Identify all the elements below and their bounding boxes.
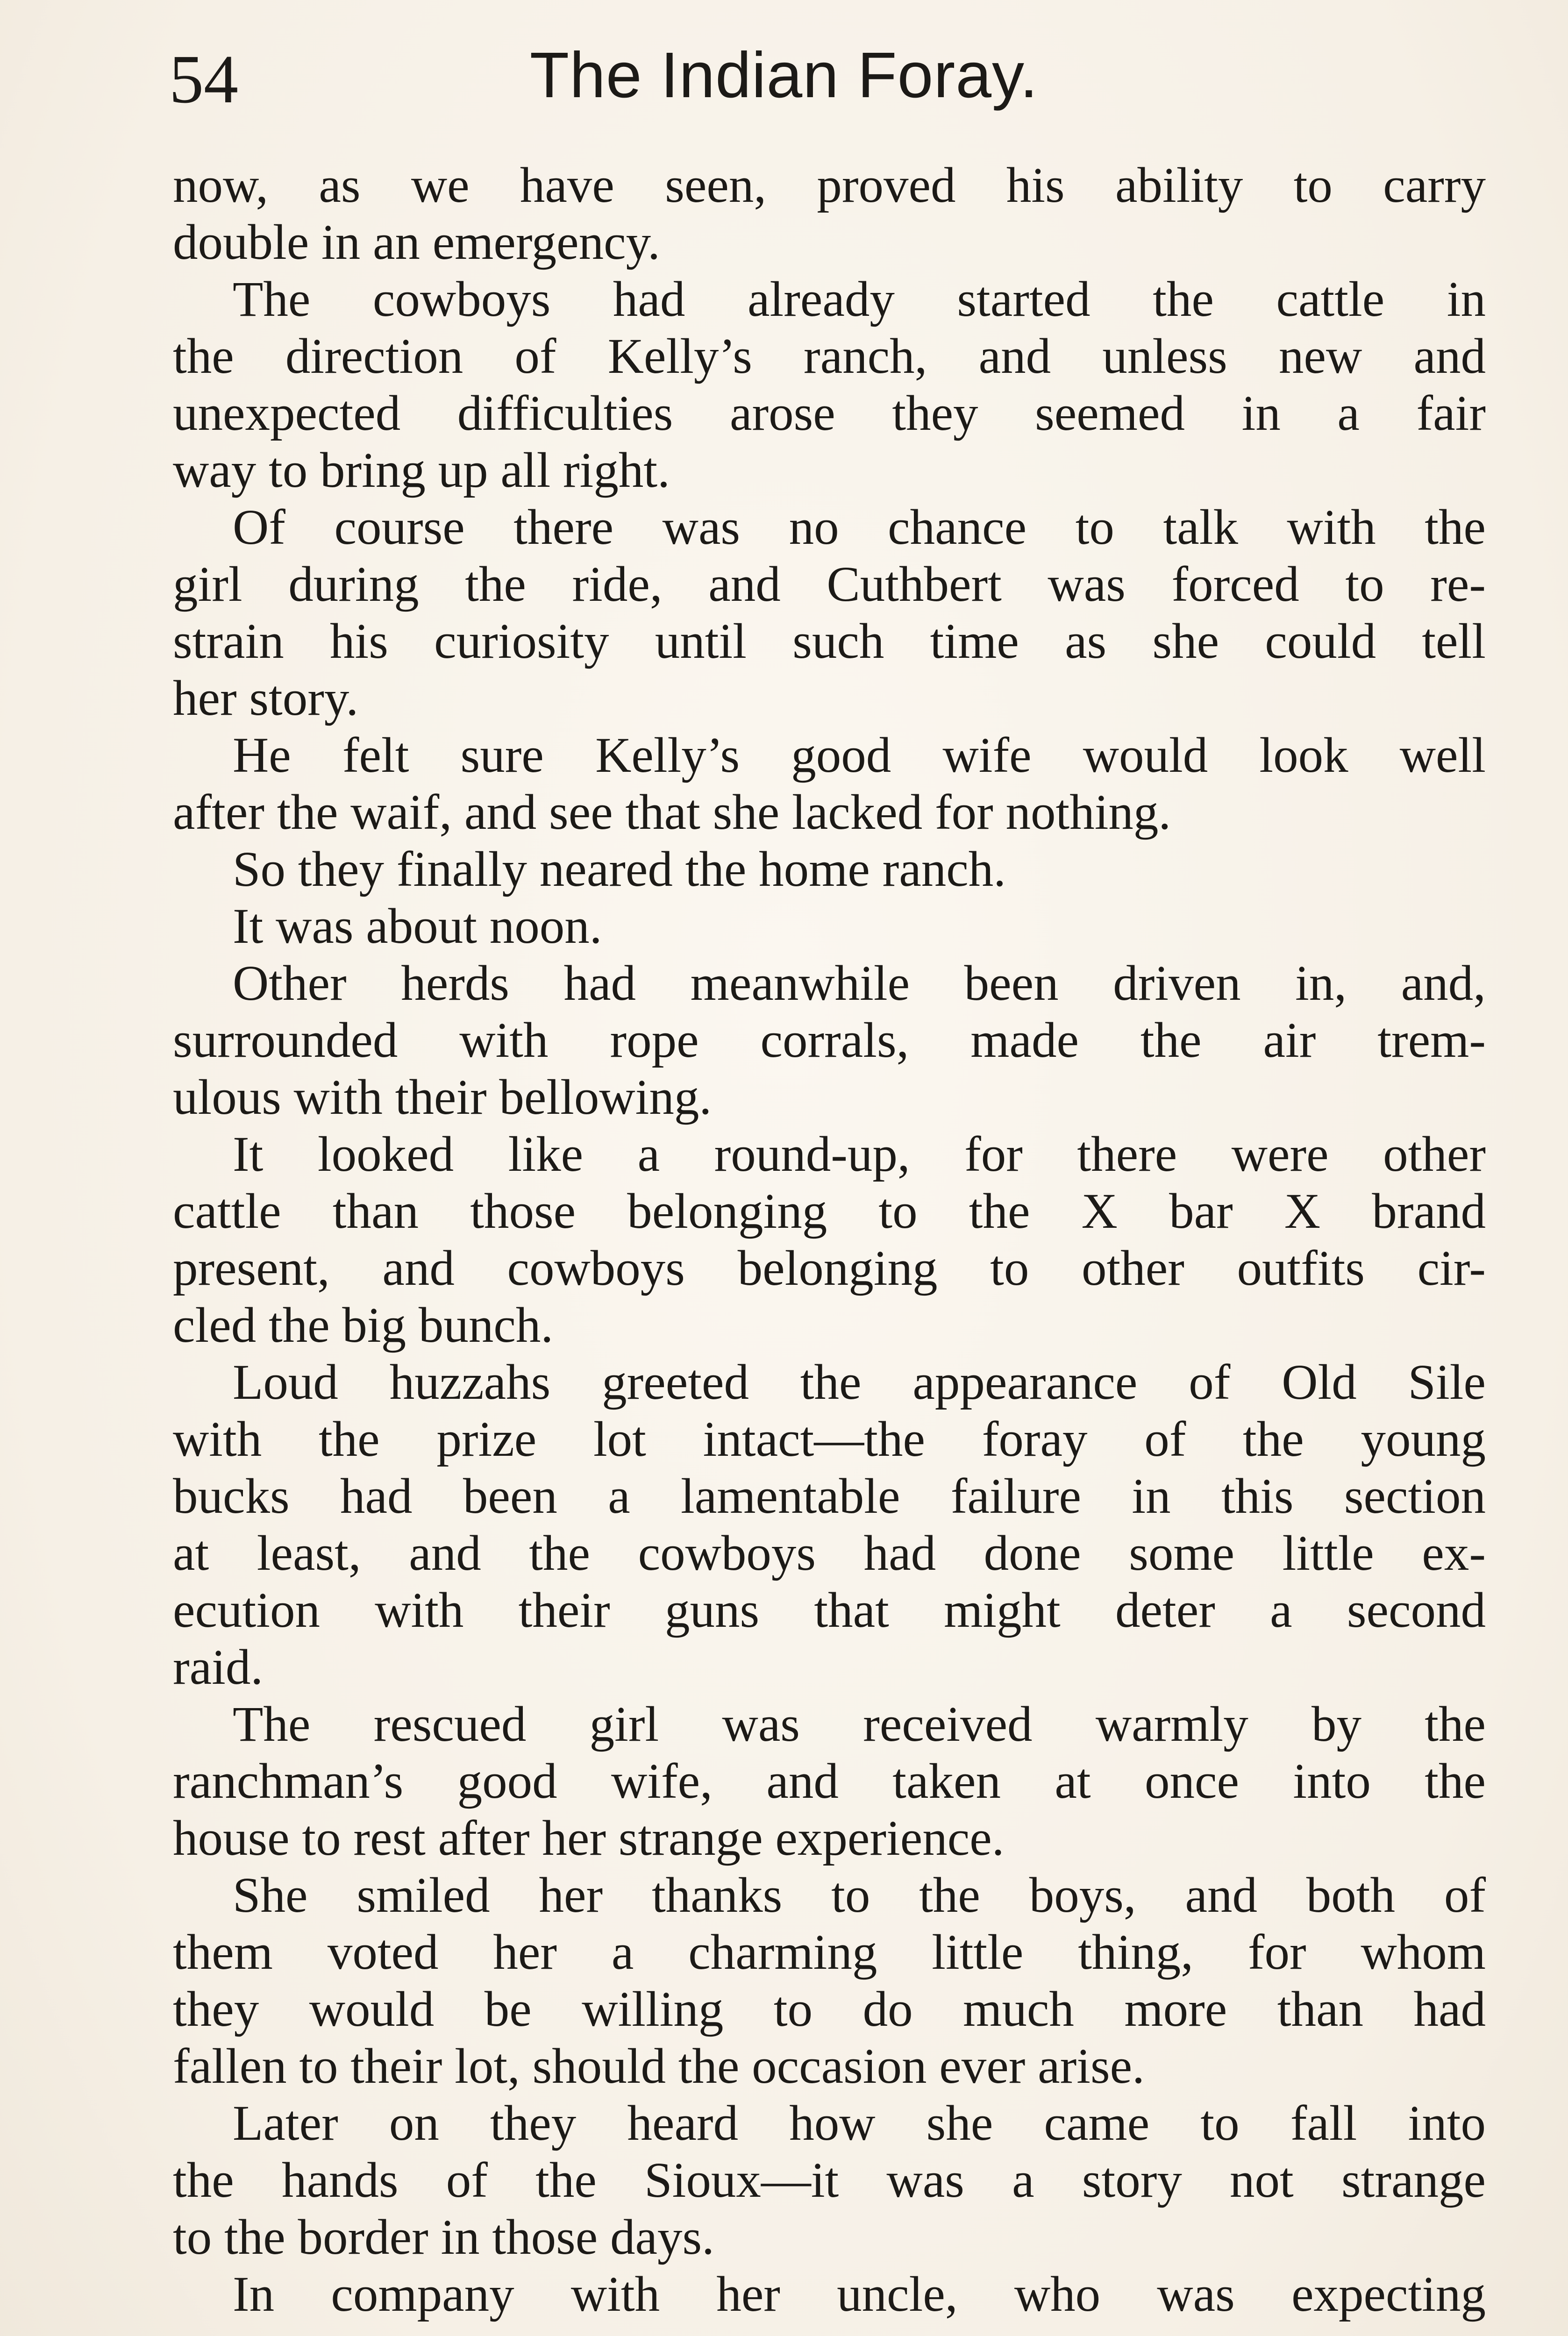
body-text — [173, 157, 1486, 2323]
text-line: Of course there was no chance to talk with the — [233, 500, 1486, 555]
text-line: Later on they heard how she came to fall into — [233, 2096, 1486, 2151]
text-line: ulous with their bellowing. — [173, 1070, 712, 1125]
text-line: they would be willing to do much more than had — [173, 1982, 1486, 2037]
text-line: He felt sure Kelly’s good wife would look well — [233, 728, 1486, 783]
text-line: with the prize lot intact—the foray of the young — [173, 1412, 1486, 1467]
text-line: present, and cowboys belonging to other outfits cir- — [173, 1241, 1486, 1296]
text-line: fallen to their lot, should the occasion ever arise. — [173, 2039, 1145, 2094]
text-line: ecution with their guns that might deter a second — [173, 1583, 1486, 1638]
text-line: them voted her a charming little thing, for whom — [173, 1925, 1486, 1980]
text-line: double in an emergency. — [173, 215, 660, 270]
text-line: It was about noon. — [233, 899, 602, 954]
text-line: the hands of the Sioux—it was a story not strange — [173, 2153, 1486, 2208]
text-line: ranchman’s good wife, and taken at once into the — [173, 1754, 1486, 1809]
text-line: unexpected difficulties arose they seemed in a fair — [173, 386, 1486, 441]
text-line: bucks had been a lamentable failure in this section — [173, 1469, 1486, 1524]
text-line: after the waif, and see that she lacked for nothing. — [173, 785, 1171, 840]
text-line: to the border in those days. — [173, 2210, 714, 2265]
text-line: girl during the ride, and Cuthbert was forced to re- — [173, 557, 1486, 612]
text-line: So they finally neared the home ranch. — [233, 842, 1006, 897]
text-line: Other herds had meanwhile been driven in, and, — [233, 956, 1486, 1011]
text-line: the direction of Kelly’s ranch, and unless new and — [173, 329, 1486, 384]
text-line: now, as we have seen, proved his ability to carry — [173, 158, 1486, 213]
text-line: at least, and the cowboys had done some little ex- — [173, 1526, 1486, 1581]
text-line: cled the big bunch. — [173, 1298, 554, 1353]
running-title: The Indian Foray. — [529, 39, 1039, 111]
text-line: Loud huzzahs greeted the appearance of Old Sile — [233, 1355, 1486, 1410]
text-line: The cowboys had already started the cattle in — [233, 272, 1486, 327]
text-line: She smiled her thanks to the boys, and both of — [233, 1868, 1486, 1923]
text-line: her story. — [173, 671, 359, 726]
text-line: It looked like a round-up, for there were other — [233, 1127, 1486, 1182]
text-line: house to rest after her strange experience. — [173, 1811, 1005, 1866]
text-line: surrounded with rope corrals, made the air trem- — [173, 1013, 1486, 1068]
text-line: raid. — [173, 1640, 264, 1695]
page-number: 54 — [169, 41, 238, 118]
text-line: In company with her uncle, who was expecting — [233, 2267, 1486, 2322]
text-line: way to bring up all right. — [173, 443, 670, 498]
text-line: The rescued girl was received warmly by the — [233, 1697, 1486, 1752]
text-line: cattle than those belonging to the X bar X brand — [173, 1184, 1486, 1239]
text-line: strain his curiosity until such time as she could tell — [173, 614, 1486, 669]
